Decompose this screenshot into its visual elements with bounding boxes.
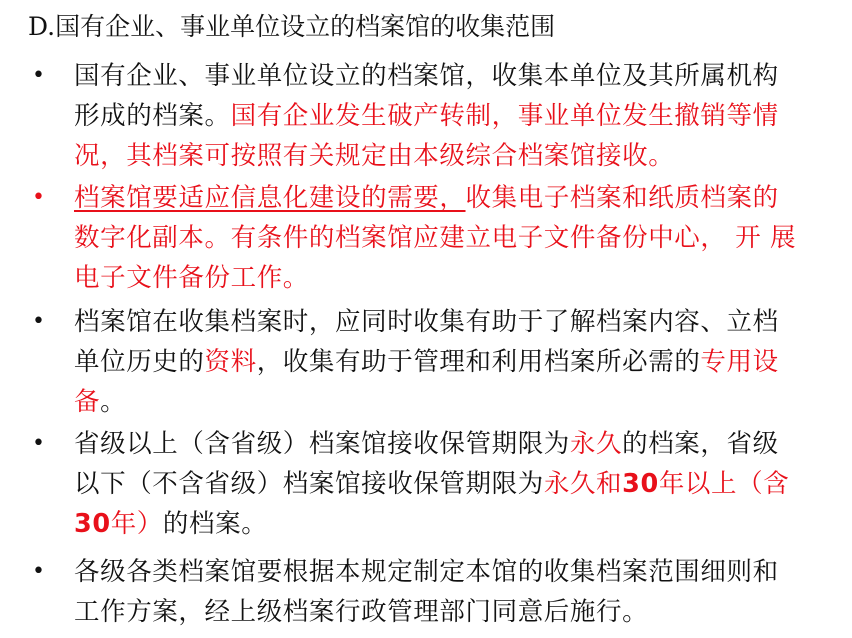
text-run: 工作方案，经上级档案行政管理部门同意后施行。 [74,597,649,627]
highlighted-text: 年） [110,509,163,539]
highlighted-text: 况，其档案可按照有关规定由本级综合档案馆接收。 [74,141,675,171]
bullet-line [74,136,674,176]
text-run: 省级以上（含省级）档案馆接收保管期限为 [74,429,570,459]
highlighted-text: 年以上（含 [658,469,790,499]
bullet-line [74,302,779,342]
text-run: 档案馆在收集档案时，应同时收集有助于了解档案内容、立档 [74,307,779,337]
bullet-marker: • [32,309,45,334]
highlighted-text: 收集电子档案和纸质档案的 [465,183,779,213]
bullet-line [74,96,779,136]
highlighted-text: 永久 [569,429,623,459]
text-run: 各级各类档案馆要根据本规定制定本馆的收集档案范围细则和 [74,557,779,587]
text-run: 形成的档案。 [74,101,231,131]
text-run: 以下（不含省级）档案馆接收保管期限为 [74,469,544,499]
bullet-marker: • [32,559,45,584]
section-heading: D.国有企业、事业单位设立的档案馆的收集范围 [28,12,556,41]
bullet-line [74,178,779,218]
bullet-line [74,552,779,592]
highlighted-number: 30 [74,509,111,539]
bullet-marker: • [32,185,45,210]
highlighted-text: 专用设 [700,347,779,377]
text-run: 的档案，省级 [622,429,779,459]
text-run: ，收集有助于管理和利用档案所必需的 [256,347,701,377]
text-run: 。 [100,387,127,417]
bullet-line [74,424,779,464]
highlighted-text: 永久和 [543,469,623,499]
highlighted-text: 数字化副本。有条件的档案馆应建立电子文件备份中心， 开 展 [74,223,797,253]
text-run: 单位历史的 [74,347,205,377]
highlighted-text: 备 [74,387,101,417]
bullet-line [74,592,648,632]
bullet-line [74,382,126,422]
text-run: 国有企业、事业单位设立的档案馆，收集本单位及其所属机构 [74,61,779,91]
bullet-line [74,464,789,504]
highlighted-text: 电子文件备份工作。 [74,263,309,293]
bullet-marker: • [32,431,45,456]
bullet-line [74,258,309,298]
bullet-line [74,56,779,96]
highlighted-text: 国有企业发生破产转制，事业单位发生撤销等情 [230,101,779,131]
text-run: 的档案。 [162,509,268,539]
bullet-marker: • [32,63,45,88]
bullet-line [74,218,796,258]
highlighted-text: 资料 [204,347,257,377]
underlined-highlighted-text: 档案馆要适应信息化建设的需要， [74,183,466,213]
highlighted-number: 30 [622,469,659,499]
bullet-line [74,504,267,544]
bullet-line [74,342,779,382]
